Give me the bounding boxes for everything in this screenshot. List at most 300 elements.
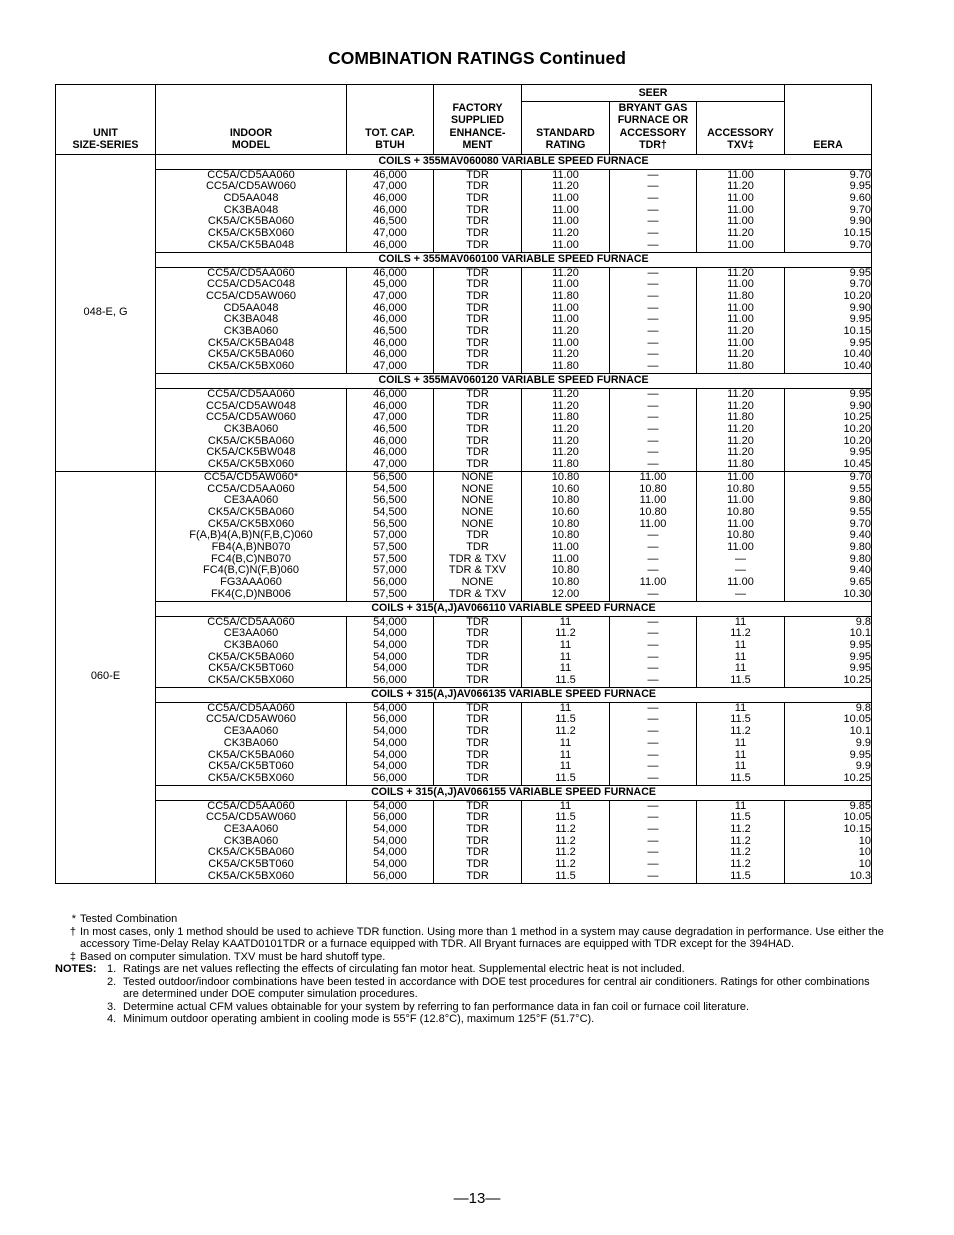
enhancement-value: TDR bbox=[466, 713, 489, 726]
eera-value: 10.15 bbox=[843, 325, 871, 338]
bryant-tdr-value: — bbox=[647, 325, 659, 338]
eera-value: 9.95 bbox=[849, 650, 871, 663]
total-capacity-value: 56,500 bbox=[373, 517, 407, 530]
indoor-model-value: FK4(C,D)NB006 bbox=[210, 587, 292, 600]
header-total-capacity bbox=[347, 85, 434, 155]
standard-rating-value: 11 bbox=[559, 650, 572, 663]
enhancement-value: TDR & TXV bbox=[448, 587, 507, 600]
data-row bbox=[56, 471, 872, 601]
accessory-txv-value: 11.20 bbox=[727, 348, 754, 361]
bryant-tdr-value: — bbox=[647, 552, 659, 565]
eera-value: 10.25 bbox=[843, 411, 871, 424]
footnote-text: In most cases, only 1 method should be used to achieve TDR function. Using more than 1 method in a system may cause degradation in performance. Use either the accessory Time-Delay Relay KAATD0101TDR or a furnace equipped with TDR. All Bryant furnaces are equipped with TDR except for the 394HAD. bbox=[80, 925, 884, 950]
eera-value: 9.95 bbox=[849, 748, 871, 761]
column-accessory-txv bbox=[697, 702, 785, 785]
indoor-model-value: CC5A/CD5AA060 bbox=[207, 701, 295, 714]
header-text: STANDARD RATING bbox=[536, 126, 595, 152]
enhancement-value: TDR bbox=[466, 736, 489, 749]
eera-value: 10.40 bbox=[843, 360, 871, 373]
bryant-tdr-value: — bbox=[647, 266, 659, 279]
data-row bbox=[56, 800, 872, 883]
standard-rating-value: 11.20 bbox=[552, 446, 579, 459]
accessory-txv-value: 11.00 bbox=[727, 541, 754, 554]
enhancement-value: TDR bbox=[466, 529, 489, 542]
total-capacity-value: 54,000 bbox=[373, 725, 407, 738]
notes-label: NOTES: bbox=[55, 963, 97, 975]
enhancement-value: TDR bbox=[466, 301, 489, 314]
column-enhancement bbox=[434, 616, 522, 687]
eera-value: 10.05 bbox=[843, 713, 871, 726]
eera-value: 9.9 bbox=[855, 760, 871, 773]
eera-value: 10 bbox=[858, 846, 871, 859]
eera-value: 9.80 bbox=[849, 494, 871, 507]
bryant-tdr-value: — bbox=[647, 278, 659, 291]
standard-rating-value: 11.00 bbox=[552, 313, 579, 326]
enhancement-value: NONE bbox=[461, 494, 494, 507]
bryant-tdr-value: — bbox=[647, 434, 659, 447]
column-bryant-tdr bbox=[610, 800, 697, 883]
bryant-tdr-value: — bbox=[647, 674, 659, 687]
indoor-model-value: CK3BA048 bbox=[223, 313, 279, 326]
column-enhancement bbox=[434, 702, 522, 785]
standard-rating-value: 10.80 bbox=[551, 576, 580, 589]
accessory-txv-value: 11.00 bbox=[727, 517, 754, 530]
column-indoor-model bbox=[156, 616, 347, 687]
note-item bbox=[107, 1001, 885, 1014]
eera-value: 10.45 bbox=[843, 458, 871, 471]
footnote-symbol: † bbox=[69, 925, 76, 938]
accessory-txv-value: 11.2 bbox=[730, 858, 751, 871]
column-total-capacity bbox=[347, 169, 434, 252]
total-capacity-value: 46,000 bbox=[373, 266, 407, 279]
accessory-txv-value: 11.5 bbox=[730, 811, 751, 824]
total-capacity-value: 57,500 bbox=[373, 541, 407, 554]
indoor-model-value: CK3BA060 bbox=[223, 736, 279, 749]
note-number: 4. bbox=[107, 1013, 117, 1025]
enhancement-value: TDR & TXV bbox=[448, 552, 507, 565]
accessory-txv-value: 11 bbox=[734, 736, 747, 749]
bryant-tdr-value: — bbox=[647, 387, 659, 400]
enhancement-value: TDR bbox=[466, 399, 489, 412]
header-unit-size-series bbox=[56, 85, 156, 155]
indoor-model-value: CK5A/CK5BX060 bbox=[207, 458, 295, 471]
bryant-tdr-value: — bbox=[647, 713, 659, 726]
header-eera bbox=[785, 85, 872, 155]
enhancement-value: NONE bbox=[461, 505, 494, 518]
indoor-model-value: CK5A/CK5BT060 bbox=[208, 858, 294, 871]
total-capacity-value: 46,500 bbox=[373, 325, 407, 338]
header-seer bbox=[522, 85, 785, 102]
total-capacity-value: 46,000 bbox=[373, 192, 407, 205]
total-capacity-value: 56,000 bbox=[373, 713, 407, 726]
accessory-txv-value: 11.2 bbox=[730, 627, 751, 640]
accessory-txv-value: 11.5 bbox=[730, 869, 751, 882]
eera-value: 9.70 bbox=[849, 278, 871, 291]
accessory-txv-value: 11.00 bbox=[727, 301, 754, 314]
total-capacity-value: 54,000 bbox=[373, 736, 407, 749]
standard-rating-value: 11.20 bbox=[552, 387, 579, 400]
standard-rating-value: 11.2 bbox=[555, 725, 576, 738]
eera-value: 9.65 bbox=[849, 576, 871, 589]
total-capacity-value: 46,000 bbox=[373, 168, 407, 181]
total-capacity-value: 54,000 bbox=[373, 701, 407, 714]
indoor-model-value: CK3BA060 bbox=[223, 834, 279, 847]
total-capacity-value: 54,000 bbox=[373, 650, 407, 663]
total-capacity-value: 54,000 bbox=[373, 662, 407, 675]
indoor-model-value: CC5A/CD5AA060 bbox=[207, 482, 295, 495]
bryant-tdr-value: — bbox=[647, 301, 659, 314]
enhancement-value: TDR bbox=[466, 662, 489, 675]
column-standard-rating bbox=[522, 702, 610, 785]
bryant-tdr-value: — bbox=[647, 399, 659, 412]
eera-value: 9.95 bbox=[849, 662, 871, 675]
column-total-capacity bbox=[347, 800, 434, 883]
total-capacity-value: 46,500 bbox=[373, 215, 407, 228]
accessory-txv-value: 11.00 bbox=[727, 192, 754, 205]
accessory-txv-value: — bbox=[735, 552, 746, 565]
accessory-txv-value: — bbox=[735, 564, 746, 577]
enhancement-value: TDR bbox=[466, 360, 489, 373]
enhancement-value: TDR bbox=[466, 725, 489, 738]
total-capacity-value: 54,000 bbox=[373, 846, 407, 859]
total-capacity-value: 54,000 bbox=[373, 760, 407, 773]
accessory-txv-value: 11.00 bbox=[727, 313, 754, 326]
indoor-model-value: CK5A/CK5BA060 bbox=[207, 348, 295, 361]
total-capacity-value: 46,000 bbox=[373, 336, 407, 349]
accessory-txv-value: 11.20 bbox=[727, 227, 754, 240]
total-capacity-value: 46,000 bbox=[373, 348, 407, 361]
column-enhancement bbox=[434, 388, 522, 471]
bryant-tdr-value: — bbox=[647, 748, 659, 761]
enhancement-value: TDR bbox=[466, 823, 489, 836]
note-text: Tested outdoor/indoor combinations have been tested in accordance with DOE test procedures for central air conditioners. Ratings for other combinations are determined under DOE computer simulation procedures. bbox=[123, 975, 870, 1000]
indoor-model-value: CK5A/CK5BA060 bbox=[207, 650, 295, 663]
enhancement-value: TDR bbox=[466, 541, 489, 554]
total-capacity-value: 57,000 bbox=[373, 564, 407, 577]
bryant-tdr-value: — bbox=[647, 348, 659, 361]
total-capacity-value: 46,000 bbox=[373, 313, 407, 326]
section-row bbox=[56, 373, 872, 388]
indoor-model-value: CK5A/CK5BA060 bbox=[207, 215, 295, 228]
bryant-tdr-value: 11.00 bbox=[639, 517, 667, 530]
page-title: COMBINATION RATINGS Continued bbox=[328, 48, 626, 68]
total-capacity-value: 46,000 bbox=[373, 203, 407, 216]
eera-value: 10 bbox=[858, 858, 871, 871]
accessory-txv-value: 11.20 bbox=[727, 399, 754, 412]
column-bryant-tdr bbox=[610, 267, 697, 373]
column-total-capacity bbox=[347, 471, 434, 601]
total-capacity-value: 57,500 bbox=[373, 587, 407, 600]
standard-rating-value: 11.2 bbox=[555, 846, 576, 859]
indoor-model-value: F(A,B)4(A,B)N(F,B,C)060 bbox=[189, 529, 313, 542]
bryant-tdr-value: — bbox=[647, 289, 659, 302]
eera-value: 9.60 bbox=[849, 192, 871, 205]
total-capacity-value: 46,500 bbox=[373, 422, 407, 435]
indoor-model-value: FG3AAA060 bbox=[220, 576, 282, 589]
indoor-model-value: CC5A/CD5AW060* bbox=[203, 470, 299, 483]
accessory-txv-value: 11 bbox=[734, 701, 747, 714]
enhancement-value: TDR bbox=[466, 701, 489, 714]
accessory-txv-value: 11 bbox=[734, 760, 747, 773]
enhancement-value: TDR bbox=[466, 434, 489, 447]
column-standard-rating bbox=[522, 169, 610, 252]
page-number: —13— bbox=[453, 1190, 501, 1207]
column-enhancement bbox=[434, 169, 522, 252]
column-accessory-txv bbox=[697, 388, 785, 471]
bryant-tdr-value: — bbox=[647, 799, 659, 812]
accessory-txv-value: 11.5 bbox=[730, 713, 751, 726]
eera-value: 9.95 bbox=[849, 313, 871, 326]
accessory-txv-value: 11 bbox=[734, 650, 747, 663]
eera-value: 10.1 bbox=[849, 627, 871, 640]
eera-value: 10.25 bbox=[843, 771, 871, 784]
total-capacity-value: 56,000 bbox=[373, 811, 407, 824]
standard-rating-value: 11.00 bbox=[552, 203, 579, 216]
indoor-model-value: CD5AA048 bbox=[223, 192, 279, 205]
footnote bbox=[55, 913, 885, 926]
standard-rating-value: 11.5 bbox=[555, 713, 576, 726]
indoor-model-value: CK5A/CK5BX060 bbox=[207, 360, 295, 373]
bryant-tdr-value: — bbox=[647, 736, 659, 749]
section-row bbox=[56, 687, 872, 702]
column-indoor-model bbox=[156, 388, 347, 471]
note-item bbox=[107, 976, 885, 1001]
note-number: 1. bbox=[107, 963, 117, 975]
bryant-tdr-value: — bbox=[647, 446, 659, 459]
total-capacity-value: 56,000 bbox=[373, 674, 407, 687]
standard-rating-value: 11.20 bbox=[552, 227, 579, 240]
accessory-txv-value: 11.00 bbox=[727, 494, 754, 507]
total-capacity-value: 54,000 bbox=[373, 823, 407, 836]
accessory-txv-value: 11.2 bbox=[730, 823, 751, 836]
standard-rating-value: 11.2 bbox=[555, 834, 576, 847]
enhancement-value: TDR bbox=[466, 192, 489, 205]
enhancement-value: TDR bbox=[466, 238, 489, 251]
total-capacity-value: 54,500 bbox=[373, 482, 407, 495]
eera-value: 9.95 bbox=[849, 336, 871, 349]
header-indoor-model bbox=[156, 85, 347, 155]
indoor-model-value: CK5A/CK5BX060 bbox=[207, 227, 295, 240]
indoor-model-value: CK5A/CK5BA060 bbox=[207, 748, 295, 761]
standard-rating-value: 11.20 bbox=[552, 348, 579, 361]
standard-rating-value: 11.20 bbox=[552, 434, 579, 447]
indoor-model-value: CC5A/CD5AA060 bbox=[207, 168, 295, 181]
total-capacity-value: 56,500 bbox=[373, 494, 407, 507]
accessory-txv-value: 11 bbox=[734, 799, 747, 812]
indoor-model-value: CK5A/CK5BX060 bbox=[207, 517, 295, 530]
notes-list bbox=[107, 963, 885, 1026]
eera-value: 10.20 bbox=[843, 422, 871, 435]
eera-value: 10.3 bbox=[849, 869, 871, 882]
column-eera bbox=[785, 702, 872, 785]
standard-rating-value: 11.80 bbox=[552, 289, 579, 302]
standard-rating-value: 11.80 bbox=[552, 360, 579, 373]
header-text: BRYANT GAS FURNACE OR ACCESSORY TDR† bbox=[617, 102, 689, 152]
column-indoor-model bbox=[156, 800, 347, 883]
bryant-tdr-value: — bbox=[647, 725, 659, 738]
column-total-capacity bbox=[347, 702, 434, 785]
accessory-txv-value: 11.00 bbox=[727, 215, 754, 228]
accessory-txv-value: 10.80 bbox=[726, 482, 755, 495]
total-capacity-value: 54,000 bbox=[373, 748, 407, 761]
enhancement-value: TDR bbox=[466, 227, 489, 240]
accessory-txv-value: 11 bbox=[734, 638, 747, 651]
accessory-txv-value: 11.20 bbox=[727, 325, 754, 338]
column-indoor-model bbox=[156, 702, 347, 785]
note-text: Determine actual CFM values obtainable for your system by referring to fan performance data in fan coil or furnace coil literature. bbox=[123, 1000, 750, 1013]
eera-value: 10 bbox=[858, 834, 871, 847]
bryant-tdr-value: — bbox=[647, 192, 659, 205]
standard-rating-value: 11 bbox=[559, 662, 572, 675]
standard-rating-value: 10.80 bbox=[551, 564, 580, 577]
total-capacity-value: 46,000 bbox=[373, 446, 407, 459]
footnote bbox=[55, 926, 885, 951]
enhancement-value: TDR & TXV bbox=[448, 564, 507, 577]
enhancement-value: TDR bbox=[466, 615, 489, 628]
indoor-model-value: FB4(A,B)NB070 bbox=[211, 541, 291, 554]
column-accessory-txv bbox=[697, 267, 785, 373]
section-row bbox=[56, 601, 872, 616]
indoor-model-value: CK5A/CK5BX060 bbox=[207, 869, 295, 882]
column-eera bbox=[785, 471, 872, 601]
accessory-txv-value: 11.20 bbox=[727, 422, 754, 435]
indoor-model-value: CK5A/CK5BA048 bbox=[207, 336, 295, 349]
indoor-model-value: CC5A/CD5AW048 bbox=[205, 399, 297, 412]
bryant-tdr-value: 10.80 bbox=[639, 505, 667, 518]
eera-value: 9.70 bbox=[849, 470, 871, 483]
header-factory-enhancement bbox=[434, 85, 522, 155]
bryant-tdr-value: — bbox=[647, 858, 659, 871]
combination-ratings-table bbox=[55, 84, 872, 884]
standard-rating-value: 11.20 bbox=[552, 422, 579, 435]
column-bryant-tdr bbox=[610, 616, 697, 687]
footnotes bbox=[55, 913, 885, 963]
bryant-tdr-value: 10.80 bbox=[639, 482, 667, 495]
enhancement-value: NONE bbox=[461, 482, 494, 495]
column-total-capacity bbox=[347, 616, 434, 687]
bryant-tdr-value: — bbox=[647, 811, 659, 824]
eera-value: 10.20 bbox=[843, 434, 871, 447]
eera-value: 9.95 bbox=[849, 266, 871, 279]
header-text: TOT. CAP. BTUH bbox=[365, 126, 415, 152]
column-bryant-tdr bbox=[610, 169, 697, 252]
header-text: UNIT SIZE-SERIES bbox=[72, 126, 139, 152]
bryant-tdr-value: 11.00 bbox=[639, 576, 667, 589]
data-row bbox=[56, 388, 872, 471]
header-bryant-tdr bbox=[610, 102, 697, 155]
column-standard-rating bbox=[522, 388, 610, 471]
eera-value: 9.9 bbox=[855, 736, 871, 749]
enhancement-value: TDR bbox=[466, 348, 489, 361]
standard-rating-value: 10.60 bbox=[551, 482, 580, 495]
enhancement-value: TDR bbox=[466, 811, 489, 824]
enhancement-value: NONE bbox=[461, 470, 494, 483]
indoor-model-value: CC5A/CD5AW060 bbox=[205, 180, 297, 193]
standard-rating-value: 11 bbox=[559, 701, 572, 714]
column-accessory-txv bbox=[697, 616, 785, 687]
eera-value: 10.15 bbox=[843, 227, 871, 240]
enhancement-value: TDR bbox=[466, 325, 489, 338]
standard-rating-value: 11.80 bbox=[552, 411, 579, 424]
standard-rating-value: 11.20 bbox=[552, 325, 579, 338]
section-header: COILS + 355MAV060120 VARIABLE SPEED FURNACE bbox=[156, 373, 872, 388]
enhancement-value: TDR bbox=[466, 266, 489, 279]
total-capacity-value: 46,000 bbox=[373, 399, 407, 412]
accessory-txv-value: 11.80 bbox=[727, 289, 754, 302]
accessory-txv-value: 11 bbox=[734, 662, 747, 675]
total-capacity-value: 46,000 bbox=[373, 434, 407, 447]
standard-rating-value: 11.00 bbox=[552, 336, 579, 349]
accessory-txv-value: 11.80 bbox=[727, 360, 754, 373]
data-row bbox=[56, 169, 872, 252]
total-capacity-value: 46,000 bbox=[373, 387, 407, 400]
enhancement-value: TDR bbox=[466, 446, 489, 459]
column-accessory-txv bbox=[697, 169, 785, 252]
note-item bbox=[107, 963, 885, 976]
indoor-model-value: CE3AA060 bbox=[223, 725, 279, 738]
enhancement-value: TDR bbox=[466, 846, 489, 859]
column-accessory-txv bbox=[697, 471, 785, 601]
unit-size-series-cell: 048-E, G bbox=[56, 154, 156, 471]
accessory-txv-value: 11.80 bbox=[727, 458, 754, 471]
eera-value: 9.80 bbox=[849, 541, 871, 554]
standard-rating-value: 11 bbox=[559, 615, 572, 628]
eera-value: 10.1 bbox=[849, 725, 871, 738]
bryant-tdr-value: — bbox=[647, 411, 659, 424]
column-bryant-tdr bbox=[610, 471, 697, 601]
bryant-tdr-value: 11.00 bbox=[639, 470, 667, 483]
bryant-tdr-value: — bbox=[647, 238, 659, 251]
total-capacity-value: 47,000 bbox=[373, 360, 407, 373]
standard-rating-value: 11.20 bbox=[552, 266, 579, 279]
eera-value: 10.25 bbox=[843, 674, 871, 687]
standard-rating-value: 11.80 bbox=[552, 458, 579, 471]
header-standard-rating bbox=[522, 102, 610, 155]
bryant-tdr-value: — bbox=[647, 564, 659, 577]
total-capacity-value: 57,000 bbox=[373, 529, 407, 542]
enhancement-value: TDR bbox=[466, 215, 489, 228]
bryant-tdr-value: — bbox=[647, 215, 659, 228]
section-header: COILS + 315(A,J)AV066155 VARIABLE SPEED FURNACE bbox=[156, 785, 872, 800]
standard-rating-value: 10.80 bbox=[551, 470, 580, 483]
bryant-tdr-value: — bbox=[647, 227, 659, 240]
note-item bbox=[107, 1013, 885, 1026]
accessory-txv-value: 11.5 bbox=[730, 771, 751, 784]
eera-value: 9.40 bbox=[849, 564, 871, 577]
enhancement-value: TDR bbox=[466, 650, 489, 663]
bryant-tdr-value: — bbox=[647, 458, 659, 471]
standard-rating-value: 12.00 bbox=[551, 587, 580, 600]
standard-rating-value: 11.00 bbox=[552, 552, 579, 565]
section-header: COILS + 355MAV060080 VARIABLE SPEED FURNACE bbox=[156, 154, 872, 169]
footnote bbox=[55, 951, 885, 964]
eera-value: 9.55 bbox=[849, 482, 871, 495]
eera-value: 10.05 bbox=[843, 811, 871, 824]
column-eera bbox=[785, 800, 872, 883]
total-capacity-value: 54,000 bbox=[373, 834, 407, 847]
total-capacity-value: 54,500 bbox=[373, 505, 407, 518]
standard-rating-value: 11 bbox=[559, 638, 572, 651]
accessory-txv-value: 11.20 bbox=[727, 266, 754, 279]
enhancement-value: TDR bbox=[466, 411, 489, 424]
eera-value: 9.90 bbox=[849, 301, 871, 314]
indoor-model-value: FC4(B,C)N(F,B)060 bbox=[203, 564, 299, 577]
enhancement-value: TDR bbox=[466, 771, 489, 784]
column-indoor-model bbox=[156, 169, 347, 252]
indoor-model-value: CD5AA048 bbox=[223, 301, 279, 314]
bryant-tdr-value: — bbox=[647, 627, 659, 640]
bryant-tdr-value: — bbox=[647, 662, 659, 675]
